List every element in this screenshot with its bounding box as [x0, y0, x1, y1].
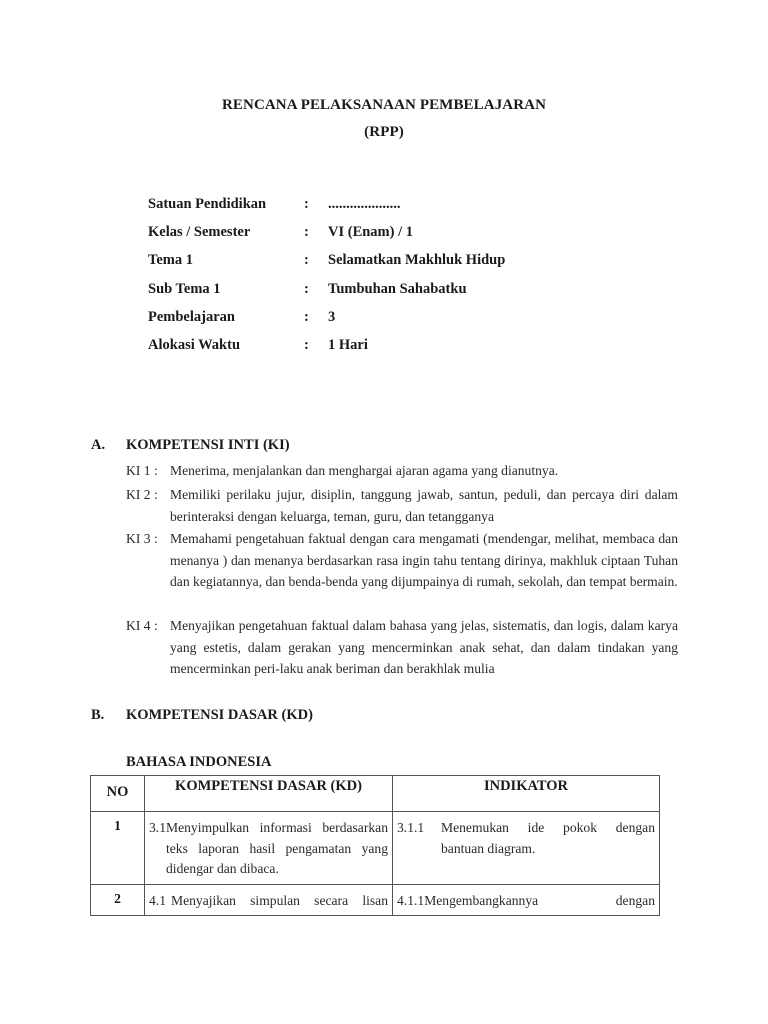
column-header-no: NO [91, 776, 145, 812]
ki-text: Memahami pengetahuan faktual dengan cara mengamati (mendengar, melihat, membaca dan menanya ) dan menanya berdasarkan rasa ingin tahu tentang dirinya, makhluk ciptaan Tuhan dan kegiatannya, dan benda-benda yang dijumpainya di rumah, sekolah, dan tempat bermain. [170, 531, 678, 589]
section-letter: B. [91, 707, 105, 723]
identity-separator: : [304, 196, 309, 212]
ki-text: Menerima, menjalankan dan menghargai ajaran agama yang dianutnya. [170, 463, 559, 478]
identity-separator: : [304, 337, 309, 353]
identity-separator: : [304, 309, 309, 325]
identity-value: Tumbuhan Sahabatku [328, 281, 467, 297]
kd-code: 3.1 [149, 820, 166, 835]
section-title: KOMPETENSI DASAR (KD) [126, 707, 313, 723]
kd-cell [145, 812, 393, 885]
identity-value: 3 [328, 309, 336, 325]
identity-label: Pembelajaran [148, 309, 235, 325]
indikator-code: 4.1.1 [397, 892, 425, 908]
kd-code: 4.1 [149, 892, 166, 908]
ki-code: KI 1 : [126, 463, 158, 478]
kd-cell [145, 884, 393, 916]
indikator-text: Menemukan ide pokok dengan bantuan diagram. [441, 820, 655, 856]
kd-text: Menyajikan simpulan secara lisan [171, 892, 388, 908]
ki-code: KI 2 : [126, 487, 158, 502]
subject-heading: BAHASA INDONESIA [126, 754, 272, 770]
ki-text: Menyajikan pengetahuan faktual dalam bahasa yang jelas, sistematis, dan logis, dalam karya yang estetis, dalam gerakan yang mencerminkan anak sehat, dan dalam tindakan yang mencerminkan peri-laku anak beriman dan berakhlak mulia [170, 618, 678, 676]
identity-label: Kelas / Semester [148, 224, 251, 240]
identity-separator: : [304, 252, 309, 268]
identity-value: 1 Hari [328, 337, 368, 353]
indikator-code: 3.1.1 [397, 820, 425, 835]
indikator-cell [393, 884, 660, 916]
identity-value: Selamatkan Makhluk Hidup [328, 252, 506, 268]
section-letter: A. [91, 437, 106, 453]
identity-label: Satuan Pendidikan [148, 196, 267, 212]
row-number: 1 [91, 812, 145, 885]
identity-separator: : [304, 281, 309, 297]
ki-text: Memiliki perilaku jujur, disiplin, tanggung jawab, santun, peduli, dan percaya diri dalam berinteraksi dengan keluarga, teman, guru, dan tetangganya [170, 487, 678, 524]
kd-table [90, 775, 660, 916]
identity-value: VI (Enam) / 1 [328, 224, 413, 240]
indikator-text: Mengembangkannya dengan [424, 892, 655, 908]
indikator-cell [393, 812, 660, 885]
identity-label: Sub Tema 1 [148, 281, 221, 297]
column-header-kd: KOMPETENSI DASAR (KD) [145, 776, 393, 812]
ki-code: KI 3 : [126, 531, 158, 546]
table-header-row [91, 776, 660, 812]
document-title: RENCANA PELAKSANAAN PEMBELAJARAN [221, 97, 547, 113]
row-number: 2 [91, 884, 145, 916]
document-subtitle: (RPP) [364, 124, 404, 140]
table-row [91, 884, 660, 916]
table-row [91, 812, 660, 885]
identity-separator: : [304, 224, 309, 240]
identity-value: .................... [328, 196, 401, 212]
section-title: KOMPETENSI INTI (KI) [126, 437, 290, 453]
ki-code: KI 4 : [126, 618, 158, 633]
kd-text: Menyimpulkan informasi berdasarkan teks laporan hasil pengamatan yang didengar dan dibaca. [166, 820, 388, 876]
column-header-indikator: INDIKATOR [393, 776, 660, 812]
identity-label: Tema 1 [148, 252, 193, 268]
identity-label: Alokasi Waktu [148, 337, 241, 353]
